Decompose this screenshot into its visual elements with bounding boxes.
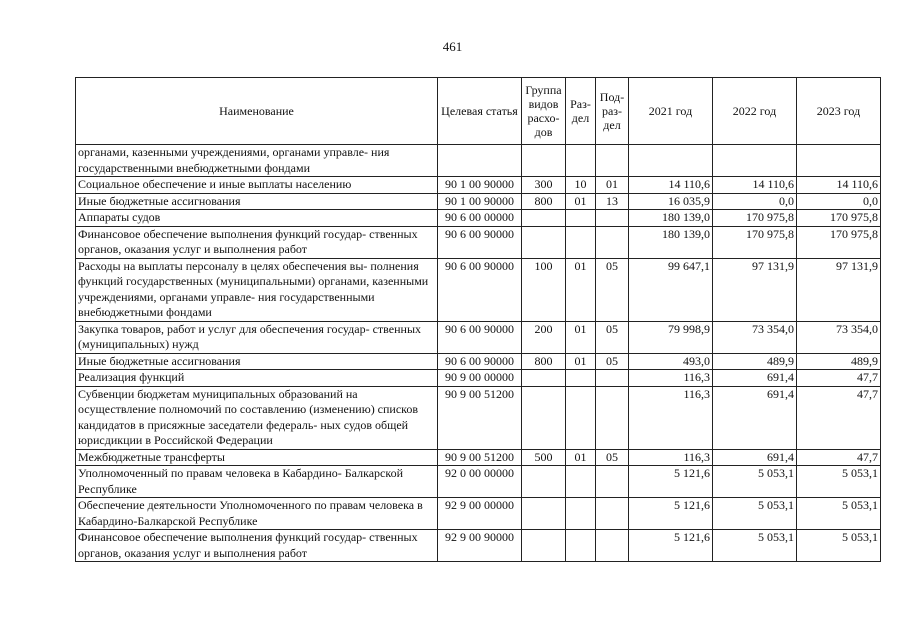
cell-2022: 691,4	[713, 370, 797, 387]
cell-section: 01	[566, 449, 596, 466]
cell-section	[566, 466, 596, 498]
cell-section	[566, 210, 596, 227]
cell-2023: 170 975,8	[797, 210, 881, 227]
cell-2022: 0,0	[713, 193, 797, 210]
cell-target-article: 90 6 00 90000	[438, 353, 522, 370]
cell-2023: 47,7	[797, 449, 881, 466]
cell-2022: 489,9	[713, 353, 797, 370]
cell-2023: 5 053,1	[797, 498, 881, 530]
header-year-2023: 2023 год	[797, 78, 881, 145]
cell-2022: 691,4	[713, 449, 797, 466]
cell-target-article: 90 1 00 90000	[438, 177, 522, 194]
cell-name: Закупка товаров, работ и услуг для обеспечения государ- ственных (муниципальных) нужд	[76, 321, 438, 353]
cell-expense-group	[522, 498, 566, 530]
table-row	[76, 530, 881, 562]
cell-2021	[629, 145, 713, 177]
header-expense-group: Группа видов расхо- дов	[522, 78, 566, 145]
cell-target-article: 90 6 00 90000	[438, 321, 522, 353]
cell-section: 10	[566, 177, 596, 194]
cell-expense-group	[522, 386, 566, 449]
cell-subsection: 05	[596, 353, 629, 370]
header-section: Раз- дел	[566, 78, 596, 145]
cell-subsection	[596, 226, 629, 258]
cell-expense-group: 800	[522, 193, 566, 210]
cell-2021: 79 998,9	[629, 321, 713, 353]
cell-target-article: 92 0 00 00000	[438, 466, 522, 498]
table-row	[76, 226, 881, 258]
cell-expense-group	[522, 370, 566, 387]
cell-2021: 5 121,6	[629, 498, 713, 530]
cell-target-article: 90 9 00 00000	[438, 370, 522, 387]
cell-name: Реализация функций	[76, 370, 438, 387]
cell-target-article: 90 9 00 51200	[438, 449, 522, 466]
cell-subsection	[596, 466, 629, 498]
cell-2021: 99 647,1	[629, 258, 713, 321]
cell-subsection	[596, 210, 629, 227]
cell-2021: 16 035,9	[629, 193, 713, 210]
cell-2023: 47,7	[797, 370, 881, 387]
cell-subsection: 05	[596, 449, 629, 466]
cell-name: органами, казенными учреждениями, органами управле- ния государственными внебюджетными фондами	[76, 145, 438, 177]
cell-name: Межбюджетные трансферты	[76, 449, 438, 466]
cell-2023: 489,9	[797, 353, 881, 370]
table-row	[76, 353, 881, 370]
cell-section: 01	[566, 353, 596, 370]
header-target-article: Целевая статья	[438, 78, 522, 145]
cell-section	[566, 226, 596, 258]
cell-subsection: 13	[596, 193, 629, 210]
cell-expense-group	[522, 210, 566, 227]
cell-target-article: 90 1 00 90000	[438, 193, 522, 210]
table-header-row	[76, 78, 881, 145]
table-row	[76, 321, 881, 353]
cell-expense-group: 500	[522, 449, 566, 466]
cell-subsection: 01	[596, 177, 629, 194]
cell-2022: 691,4	[713, 386, 797, 449]
header-year-2021: 2021 год	[629, 78, 713, 145]
cell-section	[566, 386, 596, 449]
cell-subsection	[596, 370, 629, 387]
table-row	[76, 210, 881, 227]
cell-2021: 5 121,6	[629, 466, 713, 498]
cell-2023: 5 053,1	[797, 466, 881, 498]
cell-section	[566, 530, 596, 562]
cell-section	[566, 498, 596, 530]
cell-subsection	[596, 145, 629, 177]
cell-subsection	[596, 386, 629, 449]
cell-expense-group	[522, 226, 566, 258]
page-number: 461	[442, 39, 463, 54]
cell-target-article: 90 6 00 90000	[438, 258, 522, 321]
cell-expense-group	[522, 466, 566, 498]
table-row	[76, 145, 881, 177]
cell-target-article: 90 6 00 00000	[438, 210, 522, 227]
cell-2022: 97 131,9	[713, 258, 797, 321]
cell-name: Финансовое обеспечение выполнения функций государ- ственных органов, оказания услуг и выполнения работ	[76, 530, 438, 562]
cell-2022: 5 053,1	[713, 498, 797, 530]
cell-subsection	[596, 498, 629, 530]
cell-expense-group	[522, 530, 566, 562]
table-row	[76, 498, 881, 530]
cell-2021: 180 139,0	[629, 226, 713, 258]
cell-2022: 14 110,6	[713, 177, 797, 194]
cell-2022: 5 053,1	[713, 466, 797, 498]
cell-2021: 116,3	[629, 449, 713, 466]
cell-2023: 97 131,9	[797, 258, 881, 321]
cell-2021: 180 139,0	[629, 210, 713, 227]
cell-2021: 493,0	[629, 353, 713, 370]
cell-2023: 0,0	[797, 193, 881, 210]
cell-expense-group: 300	[522, 177, 566, 194]
header-year-2022: 2022 год	[713, 78, 797, 145]
cell-section: 01	[566, 193, 596, 210]
cell-name: Субвенции бюджетам муниципальных образований на осуществление полномочий по составлению (изменению) списков кандидатов в присяжные заседатели федераль- ных судов общей юрисдикции в Российской Федерации	[76, 386, 438, 449]
cell-expense-group: 800	[522, 353, 566, 370]
cell-2023: 73 354,0	[797, 321, 881, 353]
cell-section	[566, 145, 596, 177]
cell-section: 01	[566, 321, 596, 353]
cell-section	[566, 370, 596, 387]
cell-name: Аппараты судов	[76, 210, 438, 227]
table-row	[76, 258, 881, 321]
cell-name: Иные бюджетные ассигнования	[76, 353, 438, 370]
cell-name: Расходы на выплаты персоналу в целях обеспечения вы- полнения функций государственных (муниципальными) органами, казенными учреждениями, органами управле- ния государственными внебюджетными фондами	[76, 258, 438, 321]
cell-expense-group	[522, 145, 566, 177]
cell-2023: 5 053,1	[797, 530, 881, 562]
cell-target-article: 92 9 00 00000	[438, 498, 522, 530]
cell-2023: 47,7	[797, 386, 881, 449]
cell-2022: 170 975,8	[713, 226, 797, 258]
cell-target-article: 90 6 00 90000	[438, 226, 522, 258]
cell-2021: 14 110,6	[629, 177, 713, 194]
cell-target-article: 92 9 00 90000	[438, 530, 522, 562]
table-row	[76, 370, 881, 387]
table-row	[76, 177, 881, 194]
cell-2022: 170 975,8	[713, 210, 797, 227]
budget-table	[75, 77, 881, 562]
cell-2022: 73 354,0	[713, 321, 797, 353]
cell-subsection: 05	[596, 258, 629, 321]
cell-2021: 116,3	[629, 370, 713, 387]
header-subsection: Под- раз- дел	[596, 78, 629, 145]
cell-target-article	[438, 145, 522, 177]
cell-expense-group: 200	[522, 321, 566, 353]
cell-name: Социальное обеспечение и иные выплаты населению	[76, 177, 438, 194]
cell-2022: 5 053,1	[713, 530, 797, 562]
table-row	[76, 449, 881, 466]
cell-name: Обеспечение деятельности Уполномоченного по правам человека в Кабардино-Балкарской Республике	[76, 498, 438, 530]
cell-name: Иные бюджетные ассигнования	[76, 193, 438, 210]
cell-subsection: 05	[596, 321, 629, 353]
cell-2021: 5 121,6	[629, 530, 713, 562]
table-row	[76, 466, 881, 498]
cell-name: Финансовое обеспечение выполнения функций государ- ственных органов, оказания услуг и выполнения работ	[76, 226, 438, 258]
table-row	[76, 193, 881, 210]
cell-subsection	[596, 530, 629, 562]
cell-2023	[797, 145, 881, 177]
cell-2023: 170 975,8	[797, 226, 881, 258]
cell-2022	[713, 145, 797, 177]
cell-2023: 14 110,6	[797, 177, 881, 194]
header-name: Наименование	[76, 78, 438, 145]
cell-target-article: 90 9 00 51200	[438, 386, 522, 449]
table-row	[76, 386, 881, 449]
cell-2021: 116,3	[629, 386, 713, 449]
cell-name: Уполномоченный по правам человека в Кабардино- Балкарской Республике	[76, 466, 438, 498]
cell-section: 01	[566, 258, 596, 321]
cell-expense-group: 100	[522, 258, 566, 321]
